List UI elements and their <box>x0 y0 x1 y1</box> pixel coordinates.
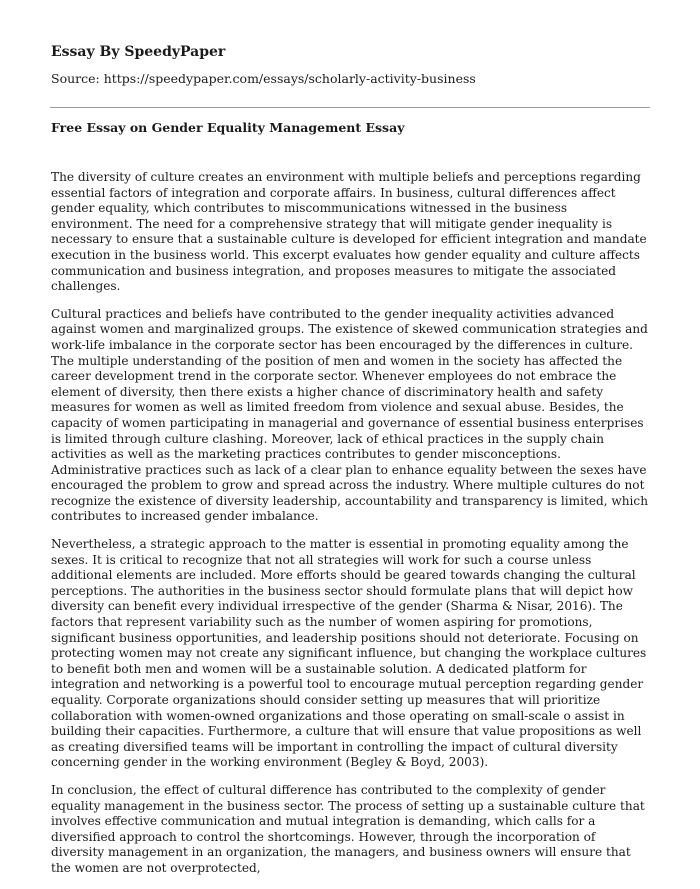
source-url-text: Source: https://speedypaper.com/essays/scholarly-activity-business <box>51 71 476 86</box>
document-header-title: Essay By SpeedyPaper <box>51 44 226 60</box>
essay-body <box>51 170 651 889</box>
essay-paragraph-2: Cultural practices and beliefs have contributed to the gender inequality activities advanced against women and marginalized groups. The existence of skewed communication strategies and work-life imbalance in the corporate sector has been encouraged by the differences in culture. The multiple understanding of the position of men and women in the society has affected the career development trend in the corporate sector. Whenever employees do not embrace the element of diversity, then there exists a higher chance of discriminatory health and safety measures for women as well as limited freedom from violence and sexual abuse. Besides, the capacity of women participating in managerial and governance of essential business enterprises is limited through culture clashing. Moreover, lack of ethical practices in the supply chain activities as well as the marketing practices contributes to gender misconceptions. Administrative practices such as lack of a clear plan to enhance equality between the sexes have encouraged the problem to grow and spread across the industry. Where multiple cultures do not recognize the existence of diversity leadership, accountability and transparency is limited, which contributes to increased gender imbalance. <box>51 306 648 524</box>
essay-paragraph-4: In conclusion, the effect of cultural difference has contributed to the complexity of gender equality management in the business sector. The process of setting up a sustainable culture that involves effective communication and mutual integration is demanding, which calls for a diversified approach to control the shortcomings. However, through the incorporation of diversity management in an organization, the managers, and business owners will ensure that the women are not overprotected, <box>51 782 645 875</box>
essay-paragraph-1: The diversity of culture creates an environment with multiple beliefs and perceptions regarding essential factors of integration and corporate affairs. In business, cultural differences affect gender equality, which contributes to miscommunications witnessed in the business environment. The need for a comprehensive strategy that will mitigate gender inequality is necessary to ensure that a sustainable culture is developed for efficient integration and mandate execution in the business world. This excerpt evaluates how gender equality and culture affects communication and business integration, and proposes measures to mitigate the associated challenges. <box>51 170 647 294</box>
essay-title: Free Essay on Gender Equality Management Essay <box>51 120 405 135</box>
header-divider <box>50 107 650 108</box>
essay-paragraph-3: Nevertheless, a strategic approach to the matter is essential in promoting equality among the sexes. It is critical to recognize that not all strategies will work for such a course unless additional elements are included. More efforts should be geared towards changing the cultural perceptions. The authorities in the business sector should formulate plans that will depict how diversity can benefit every individual irrespective of the gender (Sharma & Nisar, 2016). The factors that represent variability such as the number of women aspiring for promotions, significant business opportunities, and leadership positions should not deteriorate. Focusing on protecting women may not create any significant influence, but changing the workplace cultures to benefit both men and women will be a sustainable solution. A dedicated platform for integration and networking is a powerful tool to encourage mutual perception regarding gender equality. Corporate organizations should consider setting up measures that will prioritize collaboration with women-owned organizations and those operating on small-scale o assist in building their capacities. Furthermore, a culture that will ensure that value propositions as well as creating diversified teams will be important in controlling the impact of cultural diversity concerning gender in the working environment (Begley & Boyd, 2003). <box>51 537 647 770</box>
